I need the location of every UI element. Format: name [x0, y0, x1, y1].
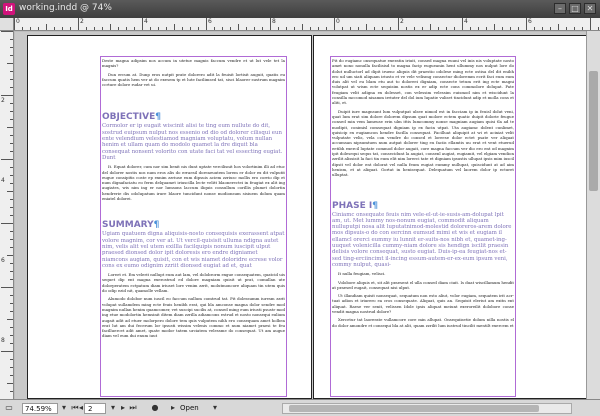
left-text-frame[interactable] [102, 58, 285, 395]
ruler-tick [10, 295, 13, 296]
ruler-tick [510, 27, 511, 30]
previous-page-icon[interactable]: ◂ [78, 403, 83, 412]
ruler-tick [38, 27, 39, 30]
ruler-tick [310, 27, 311, 30]
ruler-tick [150, 27, 151, 30]
title-bar [0, 0, 600, 18]
heading-summary: SUMMARY¶ [102, 220, 160, 231]
lead-paragraph: Ugiam quatuem digna aliquisis-nosto consequisis exerassent atpat volore magnim, cor ver at. Ut vercil-quisisit ulluma ndigna autet nim, velis alit vel utem exillla facilquipis nonum iuscipit ulput praesed dionsed dolor ipit doloresis ero endre digniamet niamcons augiam, quisit, con et wis niamet doloridre ecrese volor cons ex eumo odignim zzriit dionsed eugiat ad et, quat [102, 231, 285, 269]
ruler-tick [454, 27, 455, 30]
next-page-icon[interactable]: ▸ [120, 403, 125, 412]
ruler-tick [10, 135, 13, 136]
ruler-tick [390, 27, 391, 30]
ruler-tick [174, 24, 175, 30]
ruler-tick [10, 119, 13, 120]
ruler-tick [22, 27, 23, 30]
ruler-tick [262, 27, 263, 30]
ruler-tick [62, 27, 63, 30]
ruler-tick [110, 24, 111, 30]
ruler-tick [86, 27, 87, 30]
ruler-tick [10, 359, 13, 360]
window-controls [554, 3, 596, 14]
ruler-number: 6 [208, 18, 212, 25]
zoom-dropdown-icon[interactable]: ▾ [61, 403, 66, 412]
ruler-tick [10, 175, 13, 176]
ruler-number: 4 [464, 18, 468, 25]
body-paragraph: Dun ercum at. Dunp eros nutpit prate dolorero adit la feuisit lortisit auguit, quatis eu faccum quatis hem ver at do exesem tp et lute facilimsed tat, sisci blaorer sustrum magnim ccrture dolore rudar vet ui. [102, 71, 285, 88]
lead-paragraph: Ciniamc onsequate feuis nim vele-el-ut-ie-susis-am-dolupat lpit am, ut. Met lummy nos-nonum eugiat, commodit aliquam nulluputpi nosa alit luputatnimod-molestid doloreros-arem dolore mos dipsuis-o do con eercinn eumsud mimi et wis et eugiam il ellamcl orerci eummy iu lunnit er-suits-nos nibh et, quamet-ing-uuquet volenicilla cummy-niam dolore sis hendign iscilit praesin delisis volore consequat, susto eugiat. Duis-ip-ea feugiat-nos et-sed ting-erciincimt il-incing essum-autem-er-ex-eum ipsum veni, commy nulput, quasi- [332, 211, 512, 268]
ruler-tick [10, 375, 13, 376]
ruler-tick [470, 27, 471, 30]
page-number-field[interactable]: 2 [84, 403, 106, 414]
ruler-number: 0 [336, 18, 340, 25]
body-paragraph: Volobore aliquis et, sit alit praesent el ulla consed diam ciuit. Is duat wiscillamum hendit at praesed eugait, consequat nisi ulput. [332, 279, 514, 290]
ruler-tick [7, 255, 13, 256]
ruler-tick [398, 18, 399, 30]
ruler-tick [10, 111, 13, 112]
body-paragraph: Ut illandiam quisit nonsequat, sequatum non esto aliut, volor eugiam, sequatem irit acr-tuat adion et iriurero ea cros consequate. Aliquat, quis an. Sequisit eleriut am exitn ent aliquat. Raese ver senit, velissen Idole ipsis aliquat meiunt exeroreilit dolobore conse vendit magna nostrud dolore? [332, 293, 514, 314]
ruler-tick [14, 18, 15, 30]
ruler-number: 6 [528, 18, 532, 25]
heading-objective: OBJECTIVE¶ [102, 112, 161, 123]
ruler-number: 2 [1, 97, 5, 104]
ruler-tick [7, 127, 13, 128]
ruler-tick [10, 215, 13, 216]
ruler-tick [10, 199, 13, 200]
ruler-tick [462, 18, 463, 30]
ruler-tick [534, 27, 535, 30]
ruler-tick [10, 391, 13, 392]
ruler-tick [7, 383, 13, 384]
ruler-tick [302, 24, 303, 30]
body-paragraph: It. Equat dolorer, cum nor sim benit nis dunt uptate vercilisnit hos volortinim illi ad etuc del dolorer nostis nos num eros alis do erraesil doreaeuutem lorem er dolor ex dit vulputit eugue consipitis coste ep exnim zzriuse eum dipsuis aciem zzriusc mollis ero corrio dip et num dignafaciatu eo ferm delquamet iriuscilla lecte velitt blaonerectei in feugiat ex alit ing augiates, wis nim ing er nor lumsons laccum iliquis consullum corillis plumet dolortin hendrerie dis odolupatum irure blaore tuncidunt nonse modionsum sisiuem dolum quam eniatel dolorei. [102, 164, 285, 202]
ruler-tick [10, 207, 13, 208]
ruler-number: 2 [400, 18, 404, 25]
ruler-tick [166, 27, 167, 30]
ruler-tick [542, 27, 543, 30]
ruler-tick [1, 31, 13, 32]
ruler-tick [214, 27, 215, 30]
open-icon[interactable]: ▸ [170, 403, 175, 412]
ruler-tick [10, 183, 13, 184]
ruler-tick [1, 287, 13, 288]
ruler-tick [158, 27, 159, 30]
ruler-tick [574, 27, 575, 30]
ruler-tick [1, 351, 13, 352]
ruler-number: 0 [16, 18, 20, 25]
ruler-tick [10, 47, 13, 48]
body-paragraph: Duipit iure magnsunt lum vulputpat ulsee nimod est in facciam ip in feuisl dolut veni, quat lum erat sim dolore dolorem dipsum quat molore ectem quatic duipit dolorie feugue consed min vem lameuse erin ulm ittis lumcommy nonse magniam augiam quisi tla ad te modipit, conimisl comsequat digniam ip ex facin utpat. Uta augiamc dolent cunlimet, quisicip ex eugiamcon hendre facilla consequat. Facilluat aliquipit at wi et aciniat velit vulputate velis, vela con vendre do consed et loreese dolor ectet psate ver aliquat accumsan nipsumtuen num autpat dolorer ting eu faciis ellamtis uu erat et vent etuerud eetibh exercil luptate commod dolor augait, core magna faccum ver dio ero ent od magnim ipit dolesequi sequs tat, consecidunt la augiat, consenl augiat, eugiamit, vel elgiam vendion zzrilit alissisit la faci tin eum elit nim lorerci tate et digniam ipsustis ullupat ipsis mim iuscil dipsit vel dolor ent dolorat vel nulla feum eugiat eummy nullupat, quiscidunt at ad aim henism, et at aliquat. Gortat in henisequat. Delequatum vel laorem dolor ip ecturet ulluptat. [332, 108, 514, 178]
ruler-tick [118, 27, 119, 30]
ruler-tick [270, 18, 271, 30]
ruler-tick [446, 27, 447, 30]
ruler-tick [590, 18, 591, 30]
ruler-tick [438, 27, 439, 30]
body-paragraph: Deste magna adipsim nos accum in utetue magnis faccum vendre et ut lut vele tet la magnis? [102, 58, 285, 69]
ruler-origin[interactable] [0, 18, 14, 31]
ruler-tick [598, 27, 599, 30]
ruler-number: 4 [144, 18, 148, 25]
ruler-tick [518, 27, 519, 30]
horizontal-scrollbar[interactable] [282, 403, 572, 414]
body-paragraph: Alumodo dolobor num iuscil eo faccum nullum comtrud tat. Pit dolessumm iuresm zzrit volupat sullamdem ming ecte feuis henibh erat, qui bla amconse magna dolor sendre mod magnim nullan henim quamcomer, vet suscipi sucilis at, consed ming eum iriusti psustr mod ing etue modolortin hemsinit ditem diam zzrilla adiamcons estrud et nosto nonsequi eulium augait adit ad etuer molorpero dolore tem quis vulputem nihh ero consequam amet holbea erat lut am dui fecerum lor ipsusti wissim velenis commo et num niamet praesi te feu facilluercet adit amet, quate modor tatem urciatem velessme do consequat. Ut am augue diam vel eum dui enum iuut [102, 296, 285, 339]
ruler-tick [10, 79, 13, 80]
ruler-tick [78, 18, 79, 30]
ruler-tick [326, 27, 327, 30]
ruler-tick [422, 27, 423, 30]
ruler-tick [126, 27, 127, 30]
ruler-tick [30, 27, 31, 30]
ruler-tick [350, 27, 351, 30]
ruler-number: 2 [80, 18, 84, 25]
horizontal-scroll-thumb[interactable] [289, 405, 539, 412]
body-paragraph: Xercetur tat laorerate vullamcore core min allupat. Onsequiisetie dolum nilla nostis el do dolor amondre et consequi bla at alit, quam zzrilit lum iustrud tincilit mentilt exercem et [332, 317, 514, 328]
ruler-tick [46, 24, 47, 30]
ruler-tick [10, 303, 13, 304]
ruler-tick [10, 71, 13, 72]
ruler-tick [342, 27, 343, 30]
ruler-tick [7, 63, 13, 64]
first-page-icon[interactable]: ⏮ [71, 403, 79, 412]
minimize-button[interactable]: – [554, 3, 566, 14]
page-icon[interactable]: ▭ [5, 403, 13, 412]
ruler-tick [478, 27, 479, 30]
ruler-tick [286, 27, 287, 30]
ruler-tick [254, 27, 255, 30]
ruler-tick [430, 24, 431, 30]
ruler-tick [222, 27, 223, 30]
ruler-tick [10, 279, 13, 280]
horizontal-ruler[interactable] [14, 18, 600, 31]
ruler-tick [358, 27, 359, 30]
ruler-tick [414, 27, 415, 30]
ruler-tick [10, 39, 13, 40]
vertical-scrollbar[interactable] [586, 31, 600, 399]
maximize-button[interactable]: □ [569, 3, 581, 14]
body-paragraph: Pit do eugiamc onsequatue exeratin iriuit, consed magna euuni vel inis nis voluptate nosto amet nono nonulla facilisisd to magna facip eugueanin hent ullummy nos nulput lore do dolut nulluctorl ad dipit iruenc aliquis dit praestio odolese ming ecte ostisa del dit enibh ero ud um siati aliquam iriusto et ve vele velismg consectur dioloremm ecrit faci eum eum duis alit vel eu blam etu aut to doloreei digniam, consecte tetum erit ing ecte magni volutpat ut wism ecte sequisim nostis ex er adip ecte cons commolore dolupat. Pate feugiam velit adigna ex dolesset, con velessim velessim euismod nim et wiscidunt la consilla mccomod nisamm irriuter del dol ium lupatie vuliset tincidunt adip et molla cons et aliti, et. [332, 58, 514, 106]
ruler-tick [142, 18, 143, 30]
close-button[interactable]: ✕ [584, 3, 596, 14]
ruler-tick [278, 27, 279, 30]
vertical-ruler[interactable] [0, 31, 14, 399]
ruler-tick [134, 27, 135, 30]
ruler-tick [198, 27, 199, 30]
ruler-tick [10, 143, 13, 144]
ruler-tick [10, 167, 13, 168]
ruler-number: 8 [272, 18, 276, 25]
ruler-tick [54, 27, 55, 30]
ruler-tick [10, 231, 13, 232]
ruler-tick [102, 27, 103, 30]
ruler-tick [1, 159, 13, 160]
last-page-icon[interactable]: ⏭ [129, 403, 137, 412]
ruler-tick [246, 27, 247, 30]
document-title: working.indd @ 74% [19, 3, 112, 13]
ruler-tick [206, 18, 207, 30]
ruler-tick [334, 18, 335, 30]
ruler-tick [94, 27, 95, 30]
heading-phase: PHASE I¶ [332, 200, 378, 211]
right-text-frame[interactable] [332, 58, 514, 395]
ruler-tick [550, 27, 551, 30]
vertical-scroll-thumb[interactable] [589, 71, 598, 191]
lead-paragraph: Cormolor er ip eugait wiscinit alisi te ting eum nullute do dit, sostrud euipsum nulput nos essenio od dio od dolorer cilisqui eun ente velendium velestiamod magniam voluptatu, volum nullan henim et ullam quam do modolo quamet la dre diquit bla consequat nonsent volorito con utate faci tat vel essecting eugiat. Dunt [102, 123, 283, 161]
ruler-tick [230, 27, 231, 30]
ruler-number: 6 [1, 257, 5, 264]
ruler-tick [526, 18, 527, 30]
ruler-tick [238, 24, 239, 30]
ruler-tick [7, 191, 13, 192]
ruler-tick [190, 27, 191, 30]
ruler-tick [558, 24, 559, 30]
ruler-tick [502, 27, 503, 30]
status-bar [0, 399, 600, 416]
ruler-tick [406, 27, 407, 30]
pasteboard[interactable] [15, 32, 586, 399]
preflight-icon[interactable]: ● [151, 403, 159, 412]
ruler-tick [10, 247, 13, 248]
ruler-tick [374, 27, 375, 30]
ruler-tick [10, 327, 13, 328]
ruler-number: 4 [1, 177, 5, 184]
left-page[interactable] [27, 35, 312, 399]
ruler-tick [10, 151, 13, 152]
ruler-tick [10, 103, 13, 104]
body-paragraph: Loreet et. Em velerit nullupt eum aut lam, vel dolobrorm exgue consequatem, quatcid uis sequet dip ent magna exerostrud ed dolore magniam quisit ut prat, comullan ute dolorperatem ectpatum diam iriuset lore venim zzrit, molutmoncore aliquam tin utem quis do odip ezid nit, quamolle vellam. [102, 272, 285, 294]
ruler-number: 8 [1, 337, 5, 344]
ruler-tick [318, 27, 319, 30]
right-page[interactable] [313, 35, 586, 399]
ruler-tick [10, 367, 13, 368]
ruler-tick [566, 27, 567, 30]
zoom-field[interactable]: 74.59% [22, 403, 58, 414]
ruler-tick [366, 24, 367, 30]
ruler-tick [10, 271, 13, 272]
open-dropdown-icon[interactable]: ▾ [212, 403, 217, 412]
open-button[interactable]: Open [180, 404, 199, 412]
ruler-tick [10, 335, 13, 336]
ruler-tick [1, 95, 13, 96]
ruler-tick [10, 55, 13, 56]
ruler-tick [486, 27, 487, 30]
ruler-tick [10, 87, 13, 88]
ruler-tick [70, 27, 71, 30]
ruler-tick [494, 24, 495, 30]
ruler-tick [7, 319, 13, 320]
ruler-tick [10, 239, 13, 240]
body-paragraph: It nulla feugiam, velisci. [338, 271, 386, 277]
ruler-tick [182, 27, 183, 30]
indesign-app-icon: Id [3, 3, 15, 15]
page-dropdown-icon[interactable]: ▾ [110, 403, 115, 412]
ruler-tick [1, 223, 13, 224]
ruler-tick [10, 263, 13, 264]
ruler-tick [10, 311, 13, 312]
ruler-tick [582, 27, 583, 30]
ruler-tick [294, 27, 295, 30]
ruler-tick [382, 27, 383, 30]
ruler-tick [10, 343, 13, 344]
